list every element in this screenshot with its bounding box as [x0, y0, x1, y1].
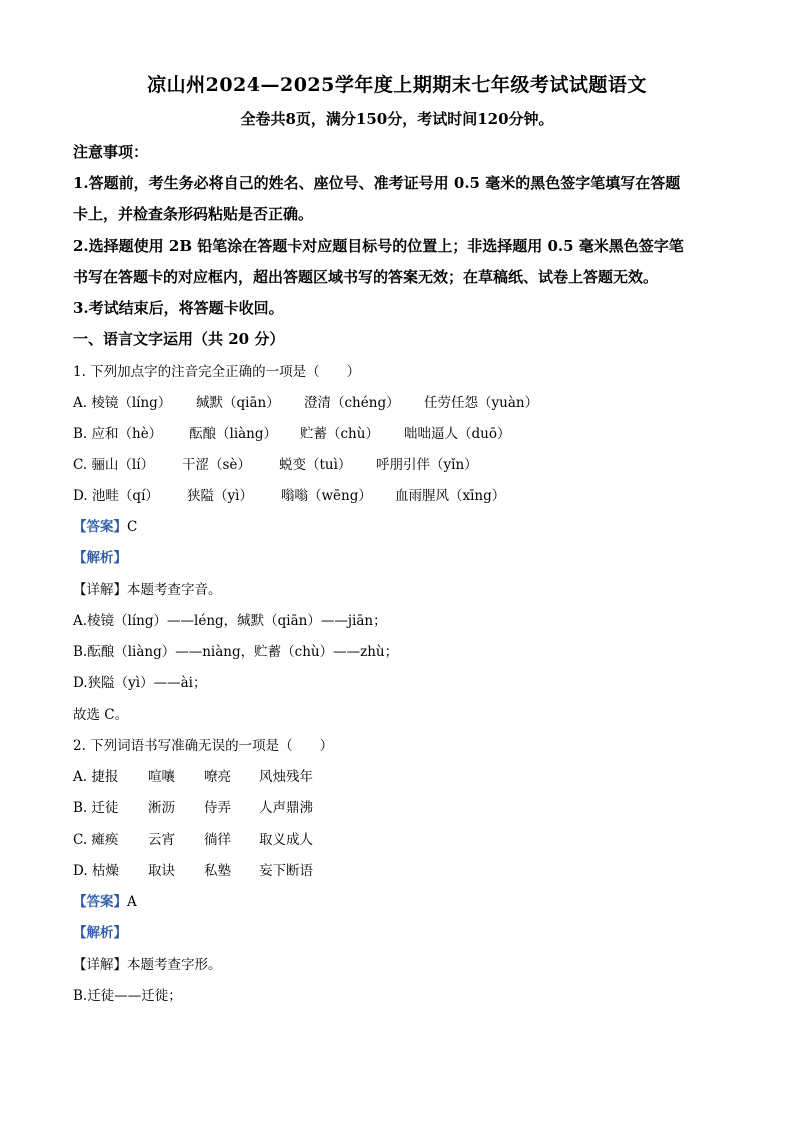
notice-item-3: 3.考试结束后，将答题卡收回。 — [73, 299, 284, 317]
notice-heading: 注意事项： — [73, 143, 149, 161]
option-item: 徜徉 — [204, 832, 231, 848]
option-item: 任劳任怨（yuàn） — [424, 395, 539, 411]
option-item: C. 瘫痪 — [73, 832, 119, 848]
question-1-explanation-line: A.棱镜（líng）——léng，缄默（qiān）——jiān； — [73, 613, 387, 629]
question-2-analysis — [73, 921, 127, 941]
page-title: 凉山州2024—2025学年度上期期末七年级考试试题语文 — [147, 74, 647, 96]
question-1-explanation-line: B.酝酿（liàng）——niàng，贮蓄（chù）——zhù； — [73, 644, 399, 660]
option-item: 呼朋引伴（yǐn） — [376, 457, 478, 473]
option-item: B. 应和（hè） — [73, 426, 163, 442]
option-item: 缄默（qiān） — [196, 395, 280, 411]
option-item: 咄咄逼人（duō） — [404, 426, 511, 442]
option-item: 侍弄 — [204, 800, 231, 816]
question-1-conclusion: 故选 C。 — [73, 707, 129, 723]
option-item: 风烛残年 — [259, 769, 313, 785]
option-item: B. 迁徒 — [73, 800, 119, 816]
question-1-answer — [73, 515, 137, 535]
option-item: 妄下断语 — [259, 863, 313, 879]
option-item: 蜕变（tuì） — [279, 457, 352, 473]
question-2-stem: 2. 下列词语书写准确无误的一项是（ ） — [73, 738, 334, 754]
option-item: A. 棱镜（líng） — [73, 395, 172, 411]
detail-text: 本题考查字音。 — [127, 582, 222, 598]
option-item: 嗡嗡（wēng） — [281, 488, 372, 504]
question-1-detail — [73, 578, 222, 598]
option-item: 私塾 — [204, 863, 231, 879]
option-item: 取诀 — [148, 863, 175, 879]
question-1-stem: 1. 下列加点字的注音完全正确的一项是（ ） — [73, 364, 361, 380]
option-item: 嘹亮 — [204, 769, 231, 785]
notice-item-2-line-2: 书写在答题卡的对应框内，超出答题区域书写的答案无效；在草稿纸、试卷上答题无效。 — [73, 268, 659, 286]
option-item: 狭隘（yì） — [187, 488, 253, 504]
notice-item-1-line-2: 卡上，并检查条形码粘贴是否正确。 — [73, 205, 314, 223]
section-heading: 一、语言文字运用（共 20 分） — [73, 330, 285, 348]
option-item: D. 池畦（qí） — [73, 488, 159, 504]
page-subtitle: 全卷共8页，满分150分，考试时间120分钟。 — [240, 110, 554, 128]
analysis-tag: 【解析】 — [73, 550, 127, 566]
option-item: D. 枯燥 — [73, 863, 119, 879]
option-item: 贮蓄（chù） — [300, 426, 379, 442]
notice-item-2-line-1: 2.选择题使用 2B 铅笔涂在答题卡对应题目标号的位置上；非选择题用 0.5 毫米黑色签字笔 — [73, 237, 684, 255]
option-item: 血雨腥风（xīng） — [395, 488, 506, 504]
option-item: 酝酿（liàng） — [189, 426, 278, 442]
answer-value: C — [127, 519, 138, 535]
option-item: 干涩（sè） — [182, 457, 251, 473]
question-1-analysis — [73, 546, 127, 566]
answer-tag: 【答案】 — [73, 519, 127, 535]
notice-item-1-line-1: 1.答题前，考生务必将自己的姓名、座位号、准考证号用 0.5 毫米的黑色签字笔填写在答题 — [73, 174, 681, 192]
option-item: 人声鼎沸 — [259, 800, 313, 816]
option-item: 云宵 — [148, 832, 175, 848]
option-item: A. 捷报 — [73, 769, 119, 785]
option-item: 取义成人 — [259, 832, 313, 848]
analysis-tag: 【解析】 — [73, 925, 127, 941]
option-item: C. 骊山（lí） — [73, 457, 155, 473]
question-2-answer — [73, 890, 137, 910]
option-item: 喧嚷 — [148, 769, 175, 785]
detail-text: 本题考查字形。 — [127, 957, 222, 973]
detail-tag: 【详解】 — [73, 957, 127, 973]
answer-value: A — [127, 894, 137, 910]
option-item: 淅沥 — [148, 800, 175, 816]
question-1-explanation-line: D.狭隘（yì）——ài； — [73, 675, 207, 691]
detail-tag: 【详解】 — [73, 582, 127, 598]
question-2-explanation-line: B.迁徒——迁徙； — [73, 988, 182, 1004]
option-item: 澄清（chéng） — [304, 395, 400, 411]
question-2-detail — [73, 953, 222, 973]
answer-tag: 【答案】 — [73, 894, 127, 910]
